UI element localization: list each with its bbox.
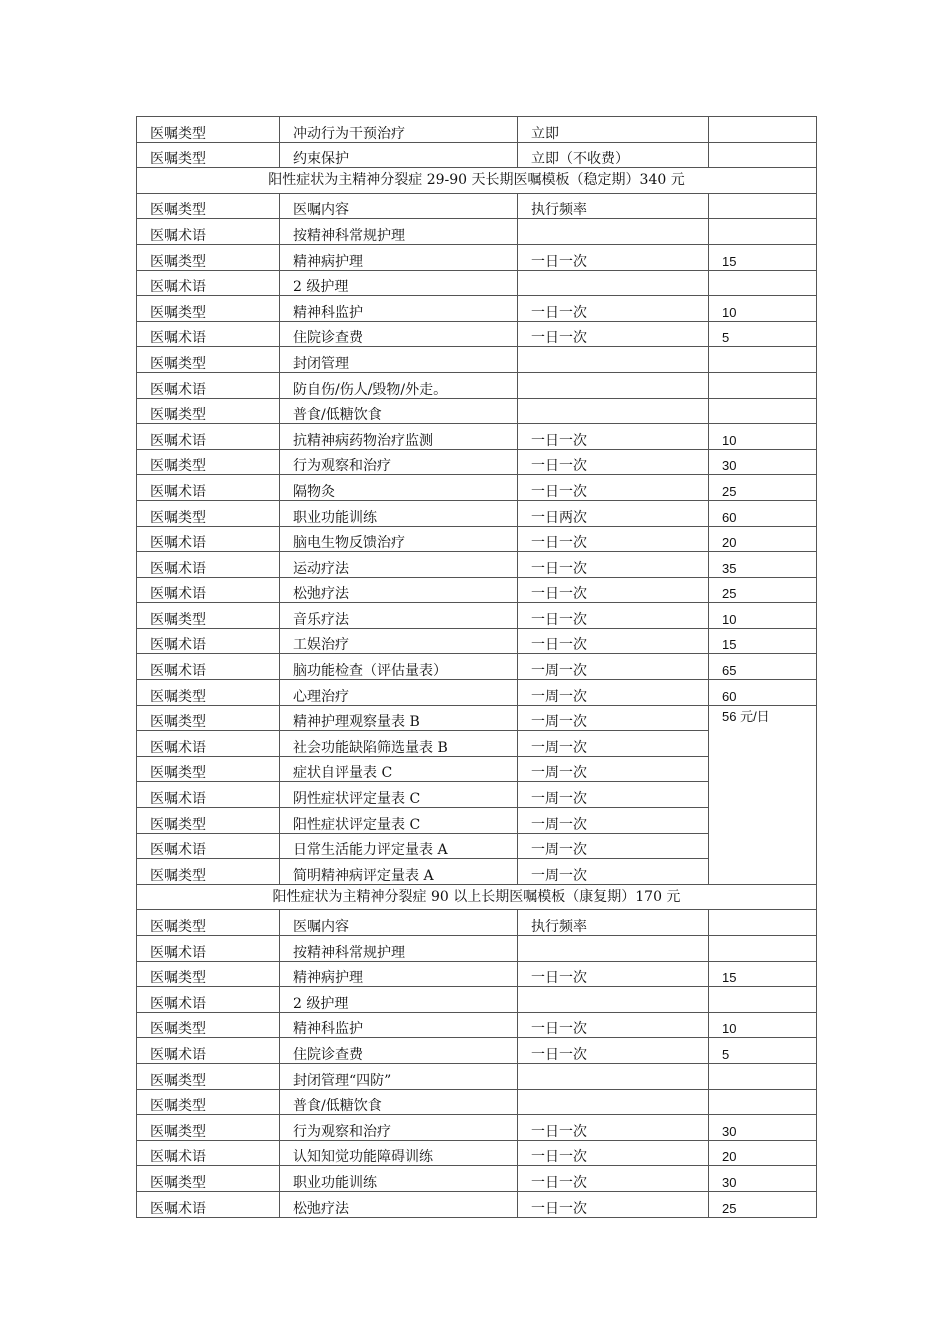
- table-row: [137, 936, 817, 962]
- table-row: [137, 398, 817, 424]
- table-row: [137, 372, 817, 398]
- order-type-cell: 医嘱类型: [137, 1089, 280, 1115]
- order-type-cell: 医嘱类型: [137, 449, 280, 475]
- frequency-cell: 一周一次: [518, 782, 709, 808]
- frequency-cell: 一日一次: [518, 577, 709, 603]
- order-type-cell: 医嘱术语: [137, 782, 280, 808]
- frequency-cell: 一日一次: [518, 449, 709, 475]
- order-type-cell: 医嘱术语: [137, 424, 280, 450]
- order-content-cell: 症状自评量表 C: [280, 756, 518, 782]
- order-type-cell: 医嘱类型: [137, 193, 280, 219]
- order-type-cell: 医嘱术语: [137, 321, 280, 347]
- order-content-cell: 住院诊查费: [280, 1038, 518, 1064]
- price-cell: [709, 987, 817, 1013]
- price-cell: [709, 219, 817, 245]
- order-type-cell: 医嘱术语: [137, 1191, 280, 1217]
- order-content-cell: 医嘱内容: [280, 193, 518, 219]
- price-cell: 25: [709, 1191, 817, 1217]
- order-type-cell: 医嘱类型: [137, 756, 280, 782]
- frequency-cell: [518, 398, 709, 424]
- order-content-cell: 阴性症状评定量表 C: [280, 782, 518, 808]
- table-row: [137, 1063, 817, 1089]
- order-type-cell: 医嘱术语: [137, 475, 280, 501]
- table-row: [137, 680, 817, 706]
- table-body: [137, 117, 817, 1218]
- table-row: [137, 577, 817, 603]
- order-content-cell: 行为观察和治疗: [280, 449, 518, 475]
- order-type-cell: 医嘱类型: [137, 910, 280, 936]
- order-type-cell: 医嘱类型: [137, 859, 280, 885]
- order-type-cell: 医嘱术语: [137, 731, 280, 757]
- price-cell: 15: [709, 244, 817, 270]
- frequency-cell: 一日一次: [518, 1166, 709, 1192]
- order-type-cell: 医嘱类型: [137, 244, 280, 270]
- order-type-cell: 医嘱类型: [137, 808, 280, 834]
- order-content-cell: 脑电生物反馈治疗: [280, 526, 518, 552]
- frequency-cell: 一日一次: [518, 296, 709, 322]
- frequency-cell: [518, 936, 709, 962]
- order-content-cell: 社会功能缺陷筛选量表 B: [280, 731, 518, 757]
- order-type-cell: 医嘱术语: [137, 1038, 280, 1064]
- order-content-cell: 封闭管理“四防”: [280, 1063, 518, 1089]
- frequency-cell: [518, 219, 709, 245]
- price-cell: [709, 936, 817, 962]
- table-row: [137, 961, 817, 987]
- order-type-cell: 医嘱术语: [137, 372, 280, 398]
- frequency-cell: 一日一次: [518, 526, 709, 552]
- price-cell: 5: [709, 321, 817, 347]
- order-content-cell: 精神病护理: [280, 244, 518, 270]
- frequency-cell: 一日一次: [518, 321, 709, 347]
- frequency-cell: 一周一次: [518, 833, 709, 859]
- frequency-cell: 一日一次: [518, 961, 709, 987]
- order-content-cell: 认知知觉功能障碍训练: [280, 1140, 518, 1166]
- order-type-cell: 医嘱术语: [137, 833, 280, 859]
- table-row: [137, 321, 817, 347]
- order-content-cell: 普食/低糖饮食: [280, 398, 518, 424]
- order-type-cell: 医嘱术语: [137, 654, 280, 680]
- order-content-cell: 防自伤/伤人/毁物/外走。: [280, 372, 518, 398]
- order-type-cell: 医嘱术语: [137, 577, 280, 603]
- order-content-cell: 音乐疗法: [280, 603, 518, 629]
- order-type-cell: 医嘱类型: [137, 296, 280, 322]
- frequency-cell: 一日一次: [518, 244, 709, 270]
- price-cell: 25: [709, 475, 817, 501]
- table-row: [137, 1166, 817, 1192]
- frequency-cell: 执行频率: [518, 910, 709, 936]
- frequency-cell: 执行频率: [518, 193, 709, 219]
- table-row: [137, 628, 817, 654]
- order-content-cell: 住院诊查费: [280, 321, 518, 347]
- order-content-cell: 心理治疗: [280, 680, 518, 706]
- order-content-cell: 精神病护理: [280, 961, 518, 987]
- order-content-cell: 工娱治疗: [280, 628, 518, 654]
- table-row: [137, 526, 817, 552]
- table-row: [137, 500, 817, 526]
- order-type-cell: 医嘱类型: [137, 1012, 280, 1038]
- frequency-cell: 一日一次: [518, 552, 709, 578]
- order-content-cell: 2 级护理: [280, 987, 518, 1013]
- price-cell: 60: [709, 680, 817, 706]
- order-type-cell: 医嘱类型: [137, 680, 280, 706]
- table-row: [137, 424, 817, 450]
- order-content-cell: 行为观察和治疗: [280, 1115, 518, 1141]
- price-cell: 35: [709, 552, 817, 578]
- order-type-cell: 医嘱术语: [137, 526, 280, 552]
- table-row: [137, 603, 817, 629]
- section-title: 阳性症状为主精神分裂症 90 以上长期医嘱模板（康复期）170 元: [137, 884, 817, 910]
- price-cell: 60: [709, 500, 817, 526]
- order-content-cell: 按精神科常规护理: [280, 219, 518, 245]
- frequency-cell: 一日一次: [518, 1115, 709, 1141]
- order-type-cell: 医嘱类型: [137, 500, 280, 526]
- price-cell: 10: [709, 296, 817, 322]
- frequency-cell: 一周一次: [518, 654, 709, 680]
- frequency-cell: [518, 1063, 709, 1089]
- frequency-cell: 一周一次: [518, 859, 709, 885]
- table-row: [137, 117, 817, 143]
- frequency-cell: 一日一次: [518, 628, 709, 654]
- order-content-cell: 按精神科常规护理: [280, 936, 518, 962]
- section-header-row: [137, 884, 817, 910]
- table-row: [137, 1191, 817, 1217]
- table-row: [137, 1012, 817, 1038]
- price-cell: 30: [709, 1115, 817, 1141]
- order-type-cell: 医嘱类型: [137, 398, 280, 424]
- price-cell: 15: [709, 961, 817, 987]
- order-type-cell: 医嘱术语: [137, 552, 280, 578]
- order-content-cell: 日常生活能力评定量表 A: [280, 833, 518, 859]
- order-content-cell: 2 级护理: [280, 270, 518, 296]
- order-content-cell: 抗精神病药物治疗监测: [280, 424, 518, 450]
- frequency-cell: 一日一次: [518, 1140, 709, 1166]
- order-content-cell: 职业功能训练: [280, 1166, 518, 1192]
- price-cell: 20: [709, 1140, 817, 1166]
- table-row: [137, 987, 817, 1013]
- frequency-cell: 一日一次: [518, 1012, 709, 1038]
- order-type-cell: 医嘱类型: [137, 603, 280, 629]
- price-cell: 15: [709, 628, 817, 654]
- order-type-cell: 医嘱术语: [137, 987, 280, 1013]
- price-cell: 10: [709, 603, 817, 629]
- frequency-cell: 一周一次: [518, 705, 709, 731]
- order-type-cell: 医嘱术语: [137, 270, 280, 296]
- frequency-cell: 一日一次: [518, 603, 709, 629]
- price-cell: 65: [709, 654, 817, 680]
- price-cell: 10: [709, 1012, 817, 1038]
- order-type-cell: 医嘱类型: [137, 142, 280, 168]
- order-type-cell: 医嘱类型: [137, 705, 280, 731]
- order-content-cell: 普食/低糖饮食: [280, 1089, 518, 1115]
- order-content-cell: 阳性症状评定量表 C: [280, 808, 518, 834]
- table-row: [137, 475, 817, 501]
- frequency-cell: 一日一次: [518, 475, 709, 501]
- table-row: [137, 1115, 817, 1141]
- frequency-cell: [518, 1089, 709, 1115]
- order-content-cell: 运动疗法: [280, 552, 518, 578]
- price-cell: 30: [709, 1166, 817, 1192]
- price-cell: 20: [709, 526, 817, 552]
- order-type-cell: 医嘱术语: [137, 219, 280, 245]
- price-cell: [709, 398, 817, 424]
- order-content-cell: 精神科监护: [280, 296, 518, 322]
- order-content-cell: 约束保护: [280, 142, 518, 168]
- table-row: [137, 244, 817, 270]
- price-cell: [709, 372, 817, 398]
- frequency-cell: 一日一次: [518, 424, 709, 450]
- section-title: 阳性症状为主精神分裂症 29-90 天长期医嘱模板（稳定期）340 元: [137, 168, 817, 194]
- table-row: [137, 910, 817, 936]
- order-content-cell: 封闭管理: [280, 347, 518, 373]
- frequency-cell: 一周一次: [518, 756, 709, 782]
- order-content-cell: 简明精神病评定量表 A: [280, 859, 518, 885]
- table-row: [137, 193, 817, 219]
- table-row: [137, 219, 817, 245]
- order-type-cell: 医嘱术语: [137, 1140, 280, 1166]
- frequency-cell: 立即: [518, 117, 709, 143]
- table-row: [137, 705, 817, 731]
- table-row: [137, 1038, 817, 1064]
- price-cell: 30: [709, 449, 817, 475]
- order-type-cell: 医嘱类型: [137, 1115, 280, 1141]
- order-type-cell: 医嘱类型: [137, 1166, 280, 1192]
- frequency-cell: 一周一次: [518, 680, 709, 706]
- frequency-cell: 立即（不收费）: [518, 142, 709, 168]
- table-row: [137, 1089, 817, 1115]
- order-content-cell: 精神护理观察量表 B: [280, 705, 518, 731]
- order-content-cell: 脑功能检查（评估量表）: [280, 654, 518, 680]
- frequency-cell: [518, 347, 709, 373]
- frequency-cell: 一日一次: [518, 1191, 709, 1217]
- order-content-cell: 隔物灸: [280, 475, 518, 501]
- order-type-cell: 医嘱类型: [137, 961, 280, 987]
- table-row: [137, 142, 817, 168]
- price-cell: 10: [709, 424, 817, 450]
- table-row: [137, 552, 817, 578]
- table-row: [137, 347, 817, 373]
- table-row: [137, 270, 817, 296]
- order-type-cell: 医嘱术语: [137, 628, 280, 654]
- price-cell: [709, 1089, 817, 1115]
- medical-order-table: [136, 116, 817, 1218]
- frequency-cell: [518, 270, 709, 296]
- price-cell: 56 元/日: [709, 705, 817, 884]
- table-row: [137, 449, 817, 475]
- price-cell: [709, 142, 817, 168]
- price-cell: [709, 1063, 817, 1089]
- order-type-cell: 医嘱类型: [137, 117, 280, 143]
- frequency-cell: 一周一次: [518, 808, 709, 834]
- order-content-cell: 松弛疗法: [280, 1191, 518, 1217]
- order-type-cell: 医嘱类型: [137, 347, 280, 373]
- frequency-cell: [518, 987, 709, 1013]
- table-row: [137, 654, 817, 680]
- frequency-cell: [518, 372, 709, 398]
- frequency-cell: 一周一次: [518, 731, 709, 757]
- order-content-cell: 医嘱内容: [280, 910, 518, 936]
- order-content-cell: 精神科监护: [280, 1012, 518, 1038]
- order-content-cell: 职业功能训练: [280, 500, 518, 526]
- table-row: [137, 296, 817, 322]
- price-cell: [709, 117, 817, 143]
- section-header-row: [137, 168, 817, 194]
- price-cell: 5: [709, 1038, 817, 1064]
- price-cell: 25: [709, 577, 817, 603]
- price-cell: [709, 270, 817, 296]
- order-type-cell: 医嘱类型: [137, 1063, 280, 1089]
- table-row: [137, 1140, 817, 1166]
- frequency-cell: 一日两次: [518, 500, 709, 526]
- price-cell: [709, 910, 817, 936]
- price-cell: [709, 193, 817, 219]
- order-content-cell: 冲动行为干预治疗: [280, 117, 518, 143]
- frequency-cell: 一日一次: [518, 1038, 709, 1064]
- price-cell: [709, 347, 817, 373]
- order-type-cell: 医嘱术语: [137, 936, 280, 962]
- order-content-cell: 松弛疗法: [280, 577, 518, 603]
